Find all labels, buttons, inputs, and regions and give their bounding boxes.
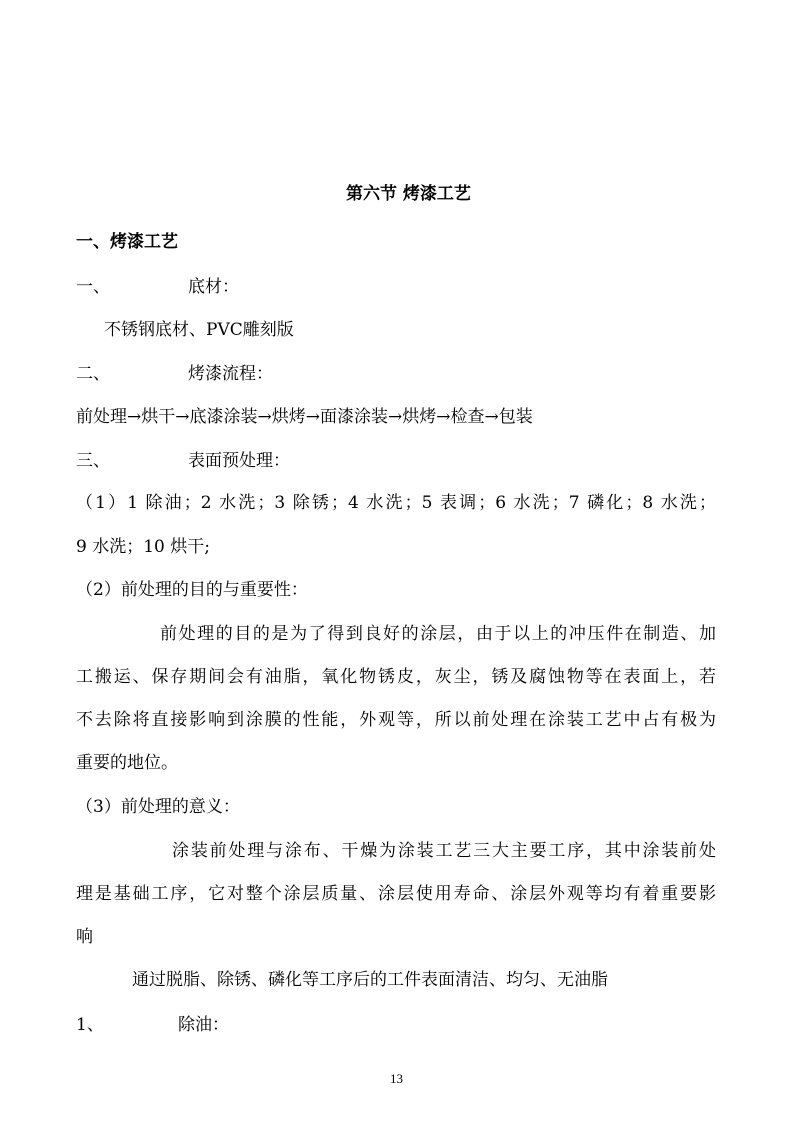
purpose-line1: 前处理的目的是为了得到良好的涂层，由于以上的冲压件在制造、加 bbox=[160, 624, 716, 644]
purpose-title: （2）前处理的目的与重要性： bbox=[76, 580, 308, 600]
item-1-label: 底材： bbox=[188, 277, 239, 297]
meaning-title: （3）前处理的意义： bbox=[76, 797, 240, 817]
degrease-num: 1、 bbox=[76, 1015, 104, 1035]
item-1 bbox=[76, 276, 110, 298]
meaning-line2: 理是基础工序，它对整个涂层质量、涂层使用寿命、涂层外观等均有着重要影 bbox=[76, 884, 716, 904]
heading: 一、烤漆工艺 bbox=[76, 232, 178, 252]
pretreat-steps-line2: 9 水洗；10 烘干; bbox=[76, 537, 210, 557]
purpose-line2: 工搬运、保存期间会有油脂，氧化物锈皮，灰尘，锈及腐蚀物等在表面上，若 bbox=[76, 667, 716, 687]
item-2 bbox=[76, 363, 110, 385]
degrease-label: 除油： bbox=[178, 1015, 229, 1035]
purpose-line4: 重要的地位。 bbox=[76, 753, 178, 773]
purpose-line3: 不去除将直接影响到涂膜的性能，外观等，所以前处理在涂装工艺中占有极为 bbox=[76, 710, 716, 730]
meaning-line1: 涂装前处理与涂布、干燥为涂装工艺三大主要工序，其中涂装前处 bbox=[172, 841, 716, 861]
item-2-label: 烤漆流程： bbox=[188, 364, 273, 384]
pretreat-steps-line1: （1）1 除油；2 水洗；3 除锈；4 水洗；5 表调；6 水洗；7 磷化；8 水洗； bbox=[76, 493, 716, 513]
meaning-line3: 响 bbox=[76, 927, 93, 947]
meaning-line4: 通过脱脂、除锈、磷化等工序后的工件表面清洁、均匀、无油脂 bbox=[132, 970, 608, 990]
section-title: 第六节 烤漆工艺 bbox=[346, 184, 471, 204]
page-number: 13 bbox=[390, 1071, 403, 1086]
substrate-text: 不锈钢底材、PVC雕刻版 bbox=[104, 320, 294, 340]
item-3-num: 三、 bbox=[76, 451, 110, 471]
item-2-num: 二、 bbox=[76, 364, 110, 384]
item-3 bbox=[76, 450, 110, 472]
process-flow: 前处理→烘干→底漆涂装→烘烤→面漆涂装→烘烤→检查→包装 bbox=[76, 407, 533, 427]
item-3-label: 表面预处理： bbox=[188, 451, 290, 471]
item-1-num: 一、 bbox=[76, 277, 110, 297]
